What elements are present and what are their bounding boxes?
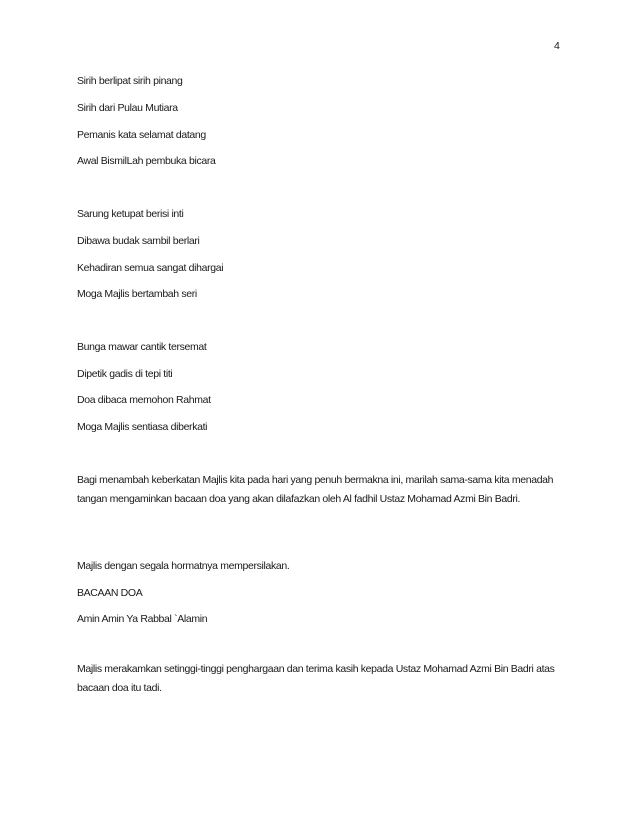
stanza-1-line-2: Sirih dari Pulau Mutiara xyxy=(77,102,178,114)
stanza-3-line-3: Doa dibaca memohon Rahmat xyxy=(77,394,211,406)
stanza-1-line-1: Sirih berlipat sirih pinang xyxy=(77,75,183,87)
page-number: 4 xyxy=(554,40,560,52)
doa-introduction-paragraph: Bagi menambah keberkatan Majlis kita pada hari yang penuh bermakna ini, marilah sama-sama kita menadah tangan mengaminkan bacaan doa yang akan dilafazkan oleh Al fadhil Ustaz Mohamad Azmi Bin Badri. xyxy=(77,474,554,505)
stanza-2-line-1: Sarung ketupat berisi inti xyxy=(77,208,184,220)
stanza-3-line-4: Moga Majlis sentiasa diberkati xyxy=(77,421,208,433)
invitation-line: Majlis dengan segala hormatnya mempersilakan. xyxy=(77,560,290,572)
stanza-2-line-4: Moga Majlis bertambah seri xyxy=(77,288,197,300)
stanza-2-line-2: Dibawa budak sambil berlari xyxy=(77,235,200,247)
stanza-3-line-1: Bunga mawar cantik tersemat xyxy=(77,341,207,353)
stanza-1-line-3: Pemanis kata selamat datang xyxy=(77,129,206,141)
appreciation-paragraph: Majlis merakamkan setinggi-tinggi penghargaan dan terima kasih kepada Ustaz Mohamad Azmi Bin Badri atas bacaan doa itu tadi. xyxy=(77,663,555,694)
amin-line: Amin Amin Ya Rabbal `Alamin xyxy=(77,613,208,625)
stanza-3-line-2: Dipetik gadis di tepi titi xyxy=(77,368,173,380)
bacaan-doa-heading: BACAAN DOA xyxy=(77,587,143,599)
stanza-1-line-4: Awal BismilLah pembuka bicara xyxy=(77,155,216,167)
stanza-2-line-3: Kehadiran semua sangat dihargai xyxy=(77,262,224,274)
